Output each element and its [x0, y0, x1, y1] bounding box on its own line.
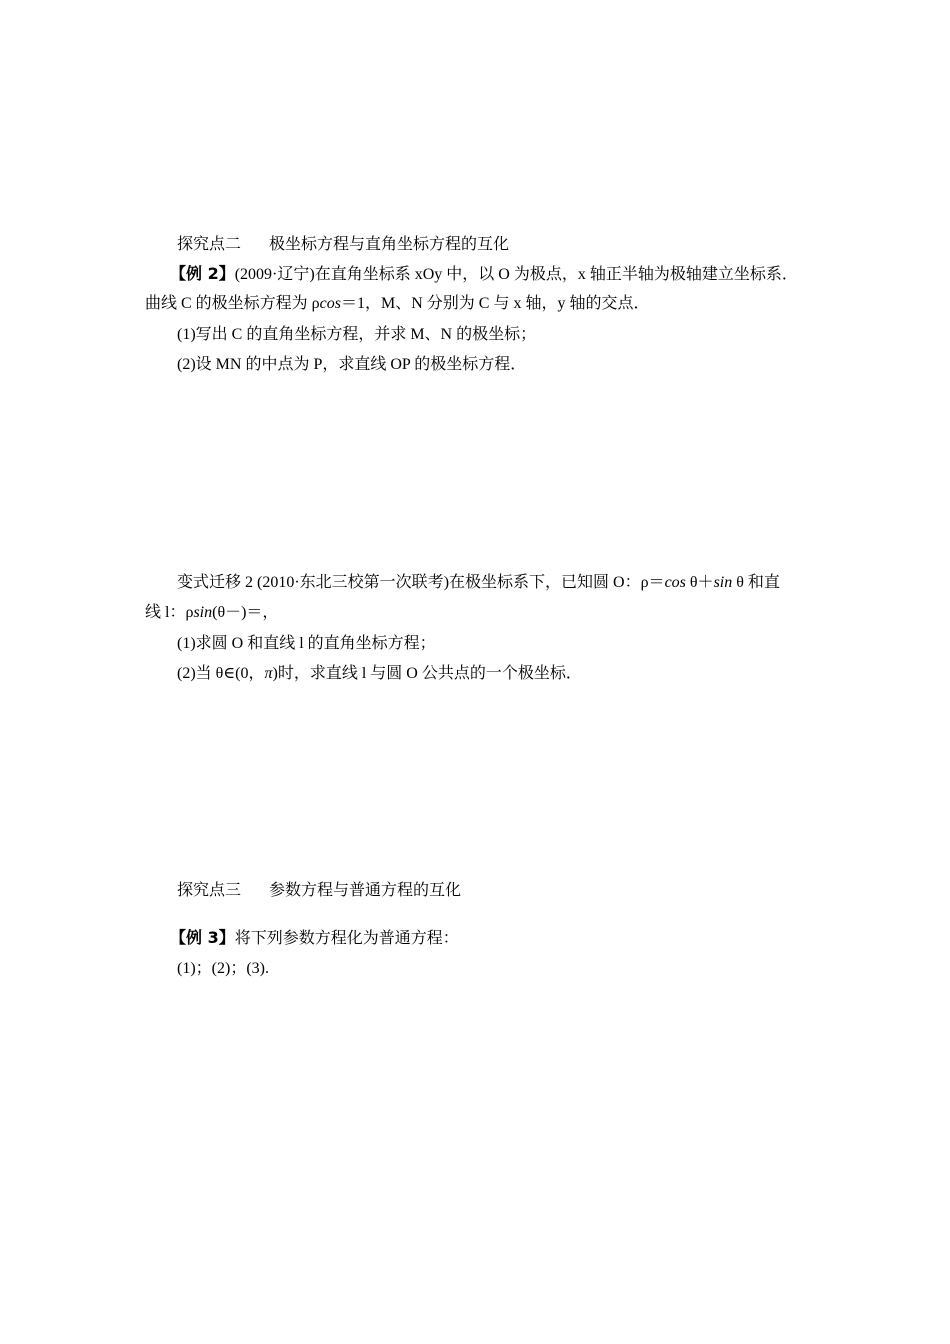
math-sin: sin — [193, 604, 213, 621]
math-cos: cos — [319, 295, 341, 312]
variant-2-line-2 — [145, 603, 278, 623]
variant-text: )时，求直线 l 与圆 O 公共点的一个极坐标． — [272, 665, 582, 682]
section-heading — [177, 234, 509, 254]
example-text: 将下列参数方程化为普通方程： — [234, 930, 459, 947]
section-heading — [177, 880, 461, 900]
example-tag: 【例 3】 — [170, 928, 235, 947]
example-2-line-1 — [170, 264, 798, 285]
math-cos: cos — [664, 574, 686, 591]
variant-question-1: (1)求圆 O 和直线 l 的直角坐标方程； — [177, 635, 436, 652]
section-title: 参数方程与普通方程的互化 — [269, 880, 462, 899]
variant-text: )在极坐标系下，已知圆 O：ρ＝ — [443, 574, 665, 591]
example-text: )在直角坐标系 xOy 中，以 O 为极点，x 轴正半轴为极轴建立坐标系． — [309, 266, 798, 283]
question-2: (2)设 MN 的中点为 P，求直线 OP 的极坐标方程． — [177, 356, 527, 373]
example-text: ＝1，M、N 分别为 C 与 x 轴，y 轴的交点． — [341, 295, 650, 312]
example-3-items: (1)；(2)；(3). — [177, 960, 269, 977]
variant-number: 2 (2010· — [241, 574, 300, 591]
example-source-open: (2009· — [234, 266, 278, 283]
math-pi: π — [264, 665, 273, 682]
question-1: (1)写出 C 的直角坐标方程，并求 M、N 的极坐标； — [177, 326, 537, 343]
example-2-line-2 — [145, 294, 649, 314]
variant-source: 东北三校第一次联考 — [299, 572, 444, 591]
math-sin: sin — [713, 574, 733, 591]
example-source-place: 辽宁 — [277, 264, 310, 283]
variant-text: (2)当 θ∈(0， — [177, 665, 265, 682]
variant-text: 线 l：ρ — [145, 604, 194, 621]
section-title: 极坐标方程与直角坐标方程的互化 — [269, 234, 510, 253]
section-label: 探究点二 — [177, 234, 242, 253]
variant-2-line-1 — [177, 572, 780, 593]
variant-question-2 — [177, 664, 582, 684]
variant-text: θ＋ — [685, 574, 714, 591]
example-tag: 【例 2】 — [170, 264, 235, 283]
variant-text: (θ－)＝， — [212, 604, 279, 621]
section-label: 探究点三 — [177, 880, 242, 899]
variant-label: 变式迁移 — [177, 572, 242, 591]
example-3-line-1 — [170, 928, 459, 949]
variant-text: θ 和直 — [732, 574, 780, 591]
example-text: 曲线 C 的极坐标方程为 ρ — [145, 295, 320, 312]
